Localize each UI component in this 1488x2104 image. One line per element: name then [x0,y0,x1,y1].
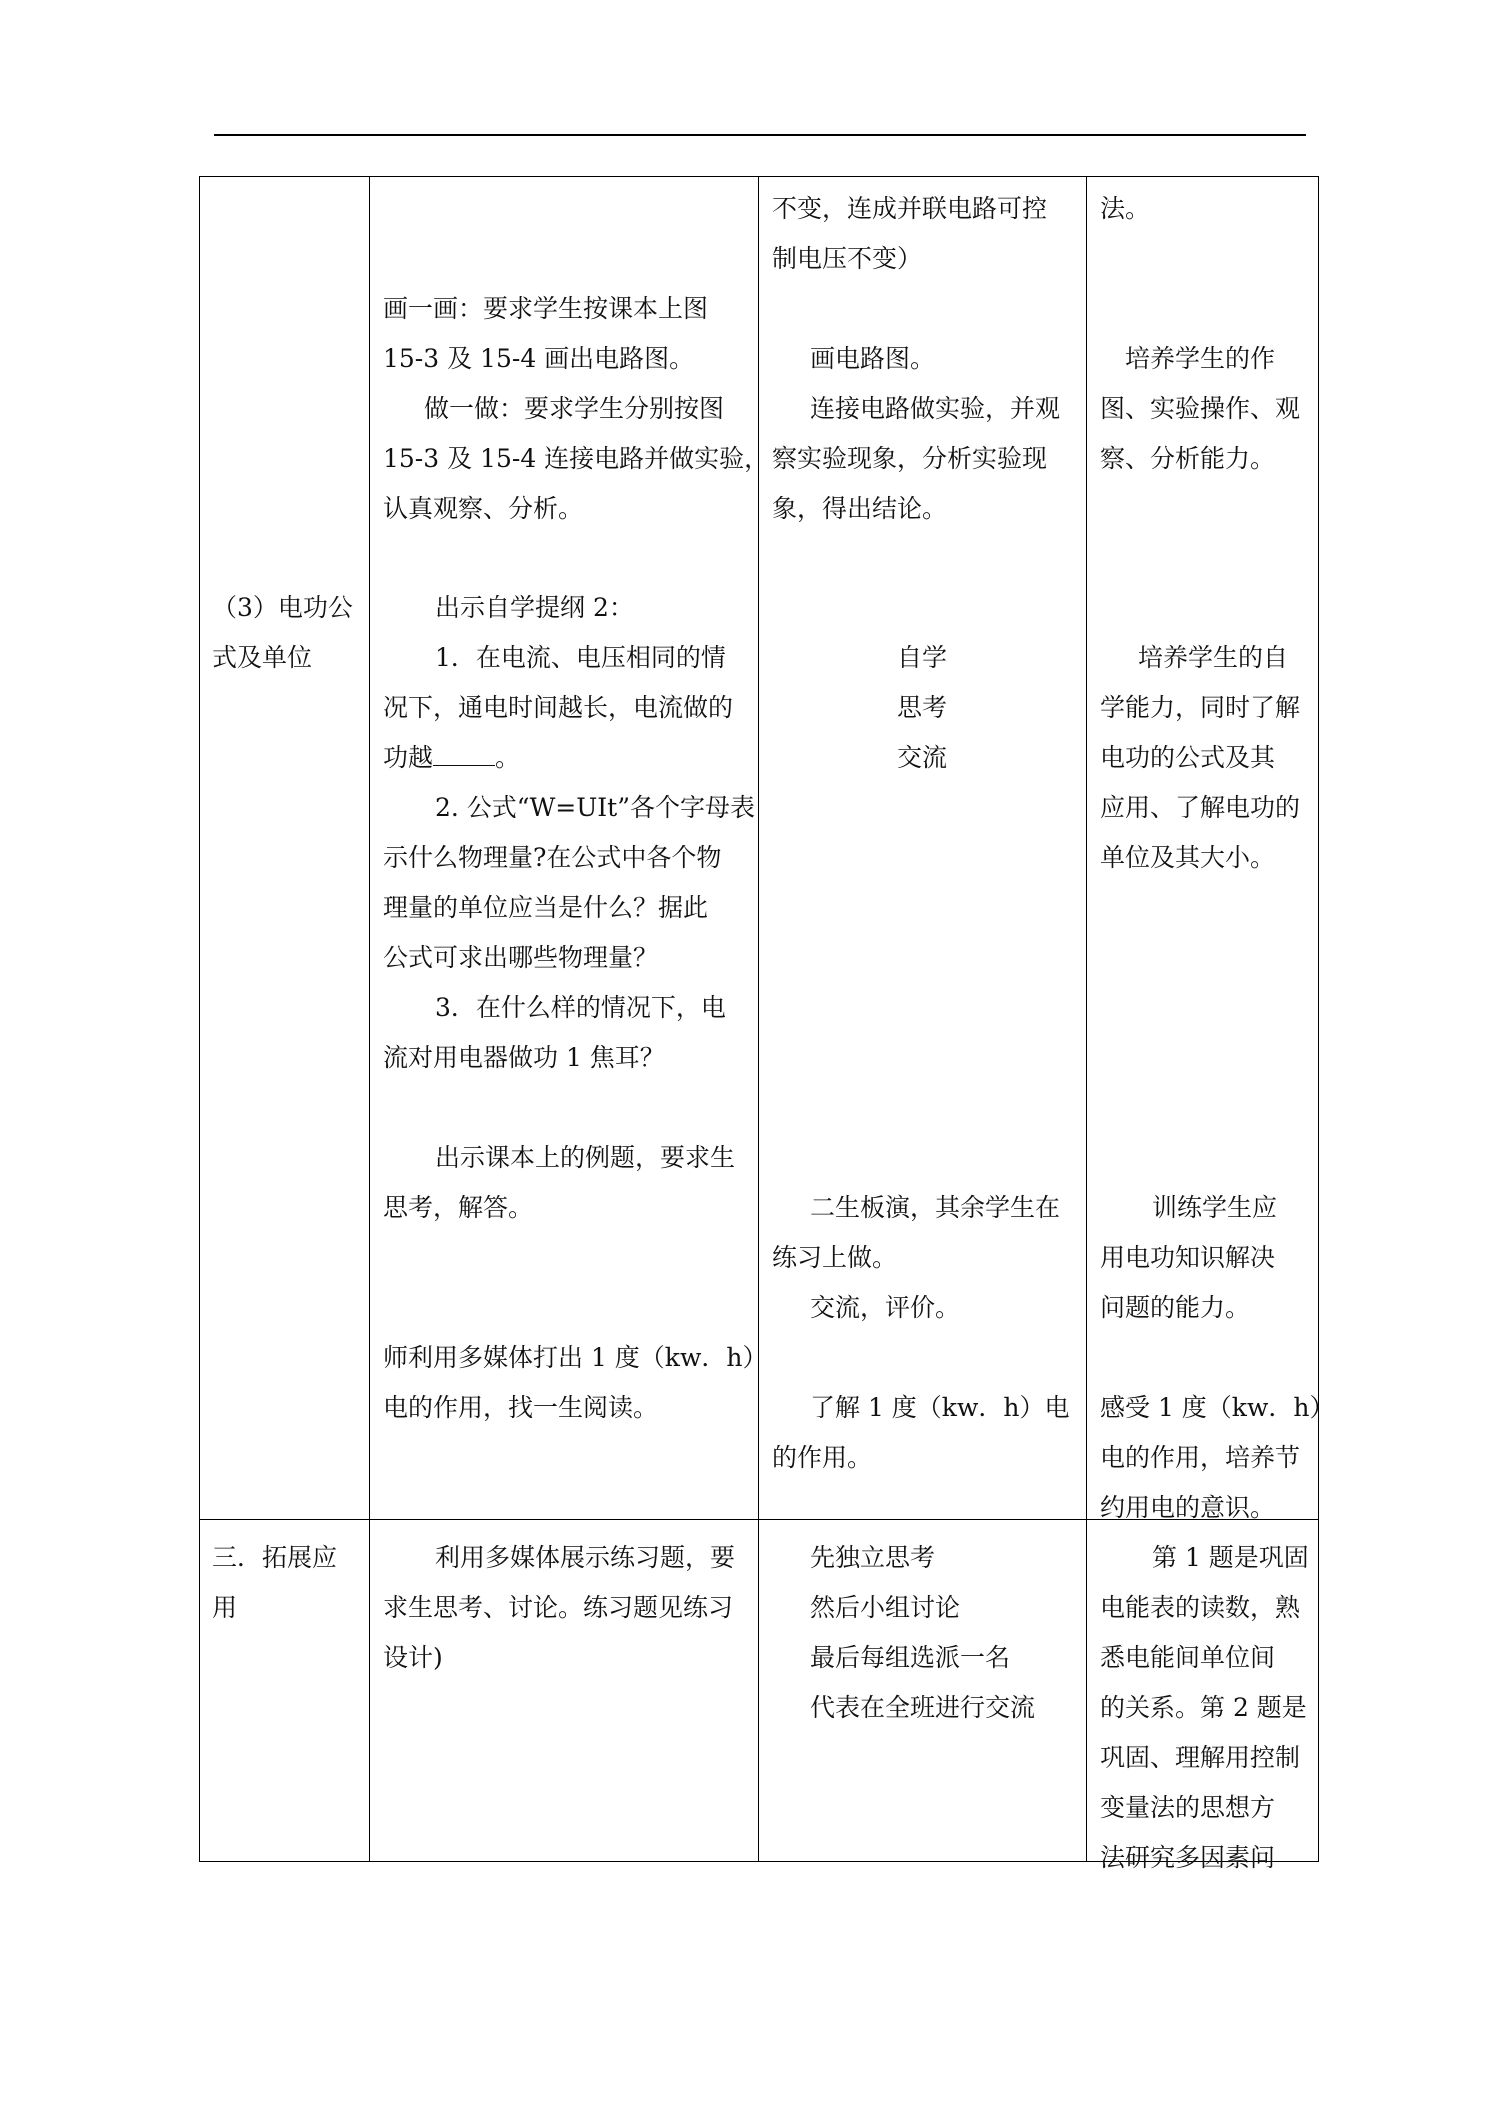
section-label-formula-units: （3）电功公 式及单位 [212,593,353,672]
section-label-extension: 三．拓展应 用 [212,1543,338,1622]
header-rule [214,134,1306,136]
col3-draw-do-text: 画电路图。 连接电路做实验，并观 察实验现象，分析实验现 象，得出结论。 [772,344,1061,523]
col3-extension-text: 先独立思考 然后小组讨论 最后每组选派一名 代表在全班进行交流 [810,1543,1036,1722]
column-divider-1 [369,177,370,1861]
col3-top-text: 不变，连成并联电路可控 制电压不变） [772,194,1048,273]
col4-media-text: 感受 1 度（kw．h） 电的作用，培养节 约用电的意识。 [1100,1393,1335,1522]
col4-extension-text: 第 1 题是巩固 电能表的读数，熟 悉电能间单位间 的关系。第 2 题是 巩固、理解用控制 变量法的思想方 法研究多因素问 [1100,1543,1309,1872]
col2-outline-text: 出示自学提纲 2： 1．在电流、电压相同的情 况下，通电时间越长，电流做的 功越 。 2. 公式“W=UIt”各个字母表 示什么物理量?在公式中各个物 理量的单位应当是什么？据此 公式可求出哪些物理量？ 3．在什么样的情况下，电 流对用电器做功 1 焦耳？ [383,593,755,1072]
col4-self-study-text: 培养学生的自 学能力，同时了解 电功的公式及其 应用、了解电功的 单位及其大小。 [1100,643,1301,872]
col4-example-text: 训练学生应 用电功知识解决 问题的能力。 [1100,1193,1278,1322]
col4-top-text: 法。 [1100,194,1151,223]
col2-extension-text: 利用多媒体展示练习题，要 求生思考、讨论。练习题见练习 设计) [383,1543,736,1672]
lesson-table [199,176,1335,1872]
col4-draw-do-text: 培养学生的作 图、实验操作、观 察、分析能力。 [1100,344,1301,473]
col2-draw-do-text: 画一画：要求学生按课本上图 15-3 及 15-4 画出电路图。 做一做：要求学生分别按图 15-3 及 15-4 连接电路并做实验， 认真观察、分析。 [383,294,770,523]
col3-media-text: 了解 1 度（kw．h）电 的作用。 [772,1393,1070,1472]
answer-blank [433,735,495,766]
col3-self-study-text: 自学 思考 交流 [897,643,948,772]
column-divider-3 [1086,177,1087,1861]
col3-example-text: 二生板演，其余学生在 练习上做。 交流，评价。 [772,1193,1061,1322]
col2-example-text: 出示课本上的例题，要求生 思考，解答。 [383,1143,736,1222]
col2-media-text: 师利用多媒体打出 1 度（kw．h） 电的作用，找一生阅读。 [383,1343,768,1422]
